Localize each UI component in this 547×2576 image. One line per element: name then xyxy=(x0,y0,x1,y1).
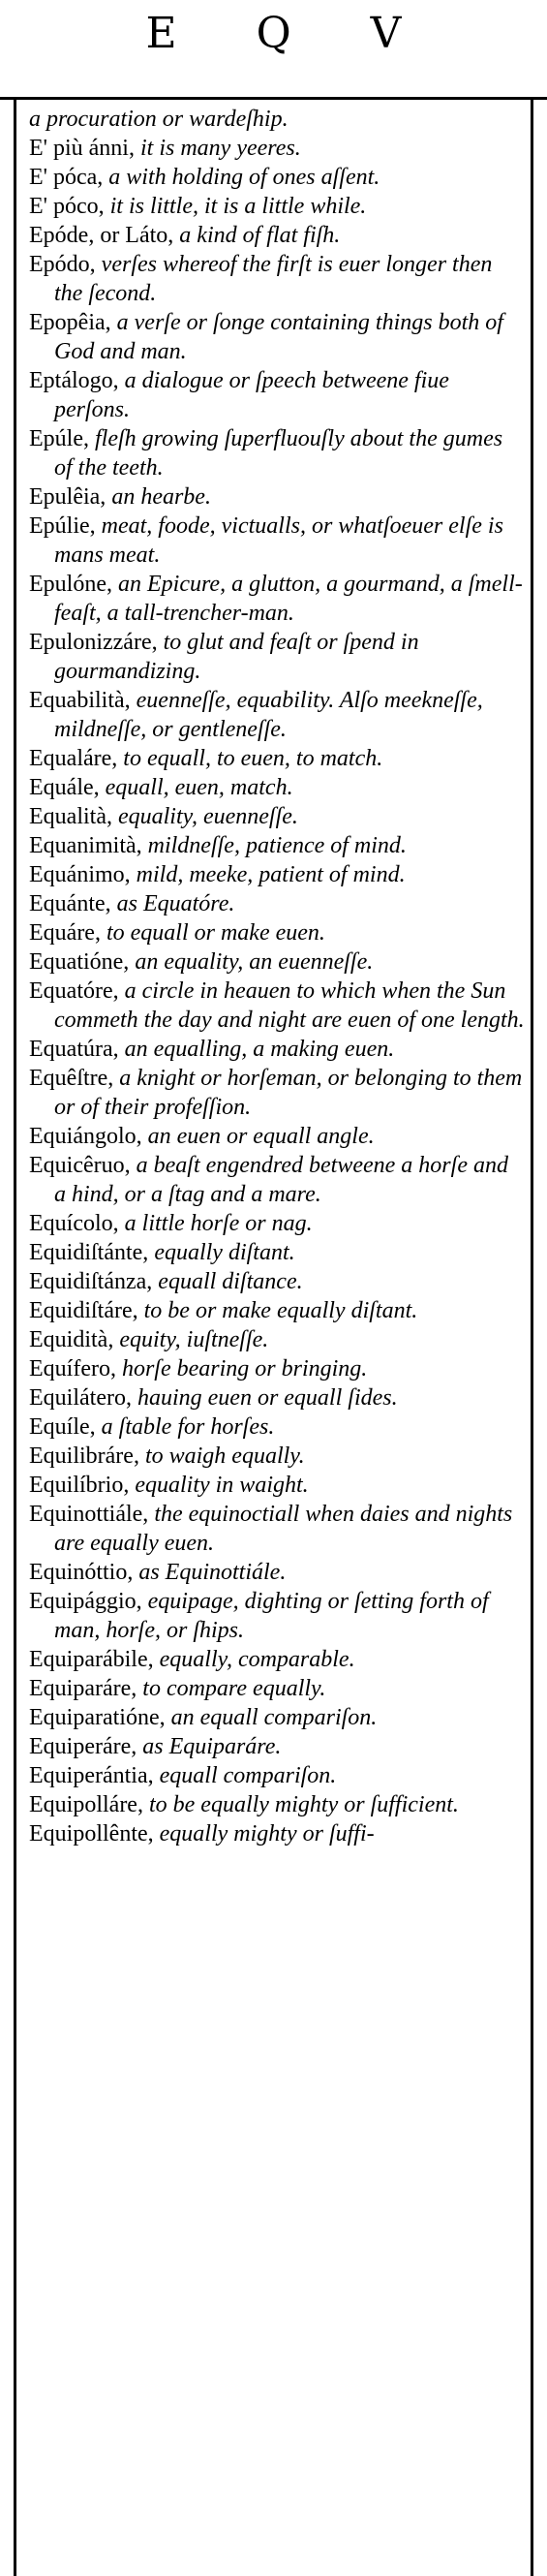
entry-definition: a beaſt engendred betweene a horſe and a hind, or a ſtag and a mare. xyxy=(54,1153,508,1207)
entry-headword: Equatióne, xyxy=(29,949,130,975)
dictionary-entry xyxy=(29,163,525,192)
entry-definition: as Equiparáre. xyxy=(142,1734,282,1759)
dictionary-entry xyxy=(29,1238,525,1267)
dictionary-entry xyxy=(29,308,525,366)
entry-headword: Equipolláre, xyxy=(29,1792,143,1817)
entry-headword: Epulonizzáre, xyxy=(29,630,158,655)
dictionary-entry xyxy=(29,977,525,1035)
entry-definition: equity, iuſtneſſe. xyxy=(119,1327,269,1352)
entry-definition: hauing euen or equall ſides. xyxy=(137,1385,398,1411)
dictionary-entry xyxy=(29,424,525,482)
entry-headword: Equanimità, xyxy=(29,833,142,858)
entry-definition: meat, foode, victualls, or whatſoeuer elſe is mans meat. xyxy=(54,513,503,568)
entry-definition: an equalling, a making euen. xyxy=(124,1037,395,1062)
entry-definition: to equall, to euen, to match. xyxy=(123,746,383,771)
entry-headword: Epóde, or Láto, xyxy=(29,223,174,248)
dictionary-entry xyxy=(29,802,525,831)
left-rule xyxy=(14,97,16,2576)
entry-headword: Equipággio, xyxy=(29,1589,142,1614)
dictionary-entry xyxy=(29,250,525,308)
dictionary-entry xyxy=(29,947,525,977)
dictionary-entry xyxy=(29,482,525,512)
entry-headword: Equidiſtáre, xyxy=(29,1298,138,1323)
entry-definition: a verſe or ſonge containing things both of God and man. xyxy=(54,310,503,364)
dictionary-entry xyxy=(29,744,525,773)
dictionary-entry xyxy=(29,1645,525,1674)
entry-headword: Equaláre, xyxy=(29,746,118,771)
entry-definition: a dialogue or ſpeech betweene fiue perſons. xyxy=(54,368,449,422)
entry-definition: equall, euen, match. xyxy=(105,775,293,800)
entry-definition: to equall or make euen. xyxy=(106,920,325,946)
entry-headword: Equidiſtánte, xyxy=(29,1240,149,1265)
dictionary-entry xyxy=(29,1296,525,1325)
entry-definition: to be equally mighty or ſufficient. xyxy=(148,1792,459,1817)
entry-definition: mild, meeke, patient of mind. xyxy=(136,862,406,887)
entry-definition: mildneſſe, patience of mind. xyxy=(147,833,407,858)
entry-list xyxy=(29,105,525,1848)
entry-definition: a circle in heauen to which when the Sun commeth the day and night are euen of one length. xyxy=(54,978,525,1033)
dictionary-entry xyxy=(29,1819,525,1848)
entry-headword: Equífero, xyxy=(29,1356,116,1381)
dictionary-entry xyxy=(29,1122,525,1151)
entry-headword: Equatóre, xyxy=(29,978,119,1004)
entry-headword: E' póco, xyxy=(29,194,105,219)
entry-headword: Equicêruo, xyxy=(29,1153,131,1178)
entry-definition: horſe bearing or bringing. xyxy=(121,1356,368,1381)
entry-definition: an hearbe. xyxy=(111,484,211,510)
dictionary-entry xyxy=(29,1442,525,1471)
entry-definition: a kind of flat fiſh. xyxy=(179,223,341,248)
dictionary-entry xyxy=(29,1674,525,1703)
entry-headword: Equále, xyxy=(29,775,100,800)
dictionary-entry xyxy=(29,366,525,424)
entry-headword: Eptálogo, xyxy=(29,368,119,393)
entry-definition: the equinoctiall when daies and nights are equally euen. xyxy=(54,1502,513,1556)
entry-definition: equall diſtance. xyxy=(158,1269,303,1294)
entry-definition: equipage, dighting or ſetting forth of man, horſe, or ſhips. xyxy=(54,1589,489,1643)
dictionary-entry xyxy=(29,686,525,744)
dictionary-entry xyxy=(29,1267,525,1296)
entry-definition: to glut and feaſt or ſpend in gourmandizing. xyxy=(54,630,419,684)
entry-definition: an equall compariſon. xyxy=(170,1705,378,1730)
entry-headword: Equánte, xyxy=(29,891,111,916)
entry-headword: Equánimo, xyxy=(29,862,131,887)
dictionary-entry xyxy=(29,1732,525,1761)
entry-headword: Equilibráre, xyxy=(29,1443,139,1469)
entry-definition: as Equatóre. xyxy=(116,891,235,916)
right-rule xyxy=(531,97,533,2576)
entry-headword: Equidiſtánza, xyxy=(29,1269,153,1294)
entry-headword: Equilíbrio, xyxy=(29,1473,130,1498)
entry-headword: Equiperáre, xyxy=(29,1734,137,1759)
entry-definition: fleſh growing ſuperfluouſly about the gumes of the teeth. xyxy=(54,426,503,481)
dictionary-entry xyxy=(29,221,525,250)
entry-headword: Epopêia, xyxy=(29,310,111,335)
entry-headword: Equiperántia, xyxy=(29,1763,154,1788)
entry-headword: Equícolo, xyxy=(29,1211,119,1236)
entry-headword: Equipollênte, xyxy=(29,1821,154,1847)
dictionary-entry xyxy=(29,1064,525,1122)
entry-headword: Equíle, xyxy=(29,1414,96,1440)
entry-headword: Equinottiále, xyxy=(29,1502,149,1527)
dictionary-entry xyxy=(29,773,525,802)
entry-headword: E' póca, xyxy=(29,165,104,190)
entry-headword: E' più ánni, xyxy=(29,136,135,161)
entry-definition: an euen or equall angle. xyxy=(147,1124,375,1149)
dictionary-entry xyxy=(29,512,525,570)
entry-definition: equally mighty or ſuffi- xyxy=(159,1821,375,1847)
entry-headword: Epulóne, xyxy=(29,572,112,597)
entry-definition: equally, comparable. xyxy=(159,1647,355,1672)
entry-headword: Epúle, xyxy=(29,426,89,451)
dictionary-entry xyxy=(29,1209,525,1238)
entry-headword: Equinóttio, xyxy=(29,1560,134,1585)
entry-definition: an Epicure, a glutton, a gourmand, a ſmell-feaſt, a tall-trencher-man. xyxy=(54,572,523,626)
entry-definition: to be or make equally diſtant. xyxy=(143,1298,418,1323)
dictionary-entry xyxy=(29,1558,525,1587)
dictionary-entry xyxy=(29,1471,525,1500)
entry-headword: Equáre, xyxy=(29,920,101,946)
entry-headword: Equabilità, xyxy=(29,688,131,713)
entry-headword: Equatúra, xyxy=(29,1037,119,1062)
entry-definition: euenneſſe, equability. Alſo meekneſſe, mildneſſe, or gentleneſſe. xyxy=(54,688,483,742)
entry-definition: a with holding of ones aſſent. xyxy=(108,165,380,190)
dictionary-entry xyxy=(29,570,525,628)
entry-headword: Equilátero, xyxy=(29,1385,132,1411)
dictionary-entry xyxy=(29,1325,525,1354)
entry-definition: equally diſtant. xyxy=(154,1240,295,1265)
entry-headword: Equidità, xyxy=(29,1327,114,1352)
entry-definition: a knight or horſeman, or belonging to them or of their profeſſion. xyxy=(54,1066,523,1120)
dictionary-entry xyxy=(29,860,525,889)
dictionary-entry xyxy=(29,628,525,686)
dictionary-entry xyxy=(29,1035,525,1064)
entry-definition: a procuration or wardeſhip. xyxy=(29,107,289,132)
entry-definition: equall compariſon. xyxy=(159,1763,337,1788)
entry-definition: an equality, an euenneſſe. xyxy=(135,949,374,975)
dictionary-entry xyxy=(29,134,525,163)
entry-definition: to compare equally. xyxy=(142,1676,326,1701)
entry-definition: it is many yeeres. xyxy=(139,136,301,161)
entry-headword: Equalità, xyxy=(29,804,112,829)
dictionary-entry xyxy=(29,889,525,918)
dictionary-entry xyxy=(29,192,525,221)
entry-headword: Equiparáre, xyxy=(29,1676,137,1701)
dictionary-entry xyxy=(29,831,525,860)
dictionary-entry xyxy=(29,105,525,134)
entry-definition: to waigh equally. xyxy=(144,1443,305,1469)
dictionary-entry xyxy=(29,1500,525,1558)
entry-headword: Equiángolo, xyxy=(29,1124,142,1149)
dictionary-entry xyxy=(29,1151,525,1209)
page-header: E Q V xyxy=(145,9,435,58)
dictionary-entry xyxy=(29,1412,525,1442)
entry-definition: as Equinottiále. xyxy=(138,1560,287,1585)
entry-definition: equality in waight. xyxy=(135,1473,309,1498)
entry-headword: Equêſtre, xyxy=(29,1066,114,1091)
entry-definition: verſes whereof the firſt is euer longer then the ſecond. xyxy=(54,252,493,306)
entry-headword: Equiparábile, xyxy=(29,1647,154,1672)
dictionary-entry xyxy=(29,1354,525,1383)
entry-headword: Epúlie, xyxy=(29,513,96,539)
entry-definition: a little horſe or nag. xyxy=(124,1211,313,1236)
entry-headword: Epulêia, xyxy=(29,484,106,510)
entry-definition: it is little, it is a little while. xyxy=(109,194,367,219)
dictionary-entry xyxy=(29,1587,525,1645)
dictionary-entry xyxy=(29,918,525,947)
dictionary-entry xyxy=(29,1383,525,1412)
entry-definition: a ſtable for horſes. xyxy=(101,1414,275,1440)
entry-headword: Equiparatióne, xyxy=(29,1705,166,1730)
entry-headword: Epódo, xyxy=(29,252,96,277)
top-rule xyxy=(0,97,547,100)
entry-definition: equality, euenneſſe. xyxy=(117,804,298,829)
dictionary-entry xyxy=(29,1790,525,1819)
dictionary-entry xyxy=(29,1761,525,1790)
dictionary-entry xyxy=(29,1703,525,1732)
